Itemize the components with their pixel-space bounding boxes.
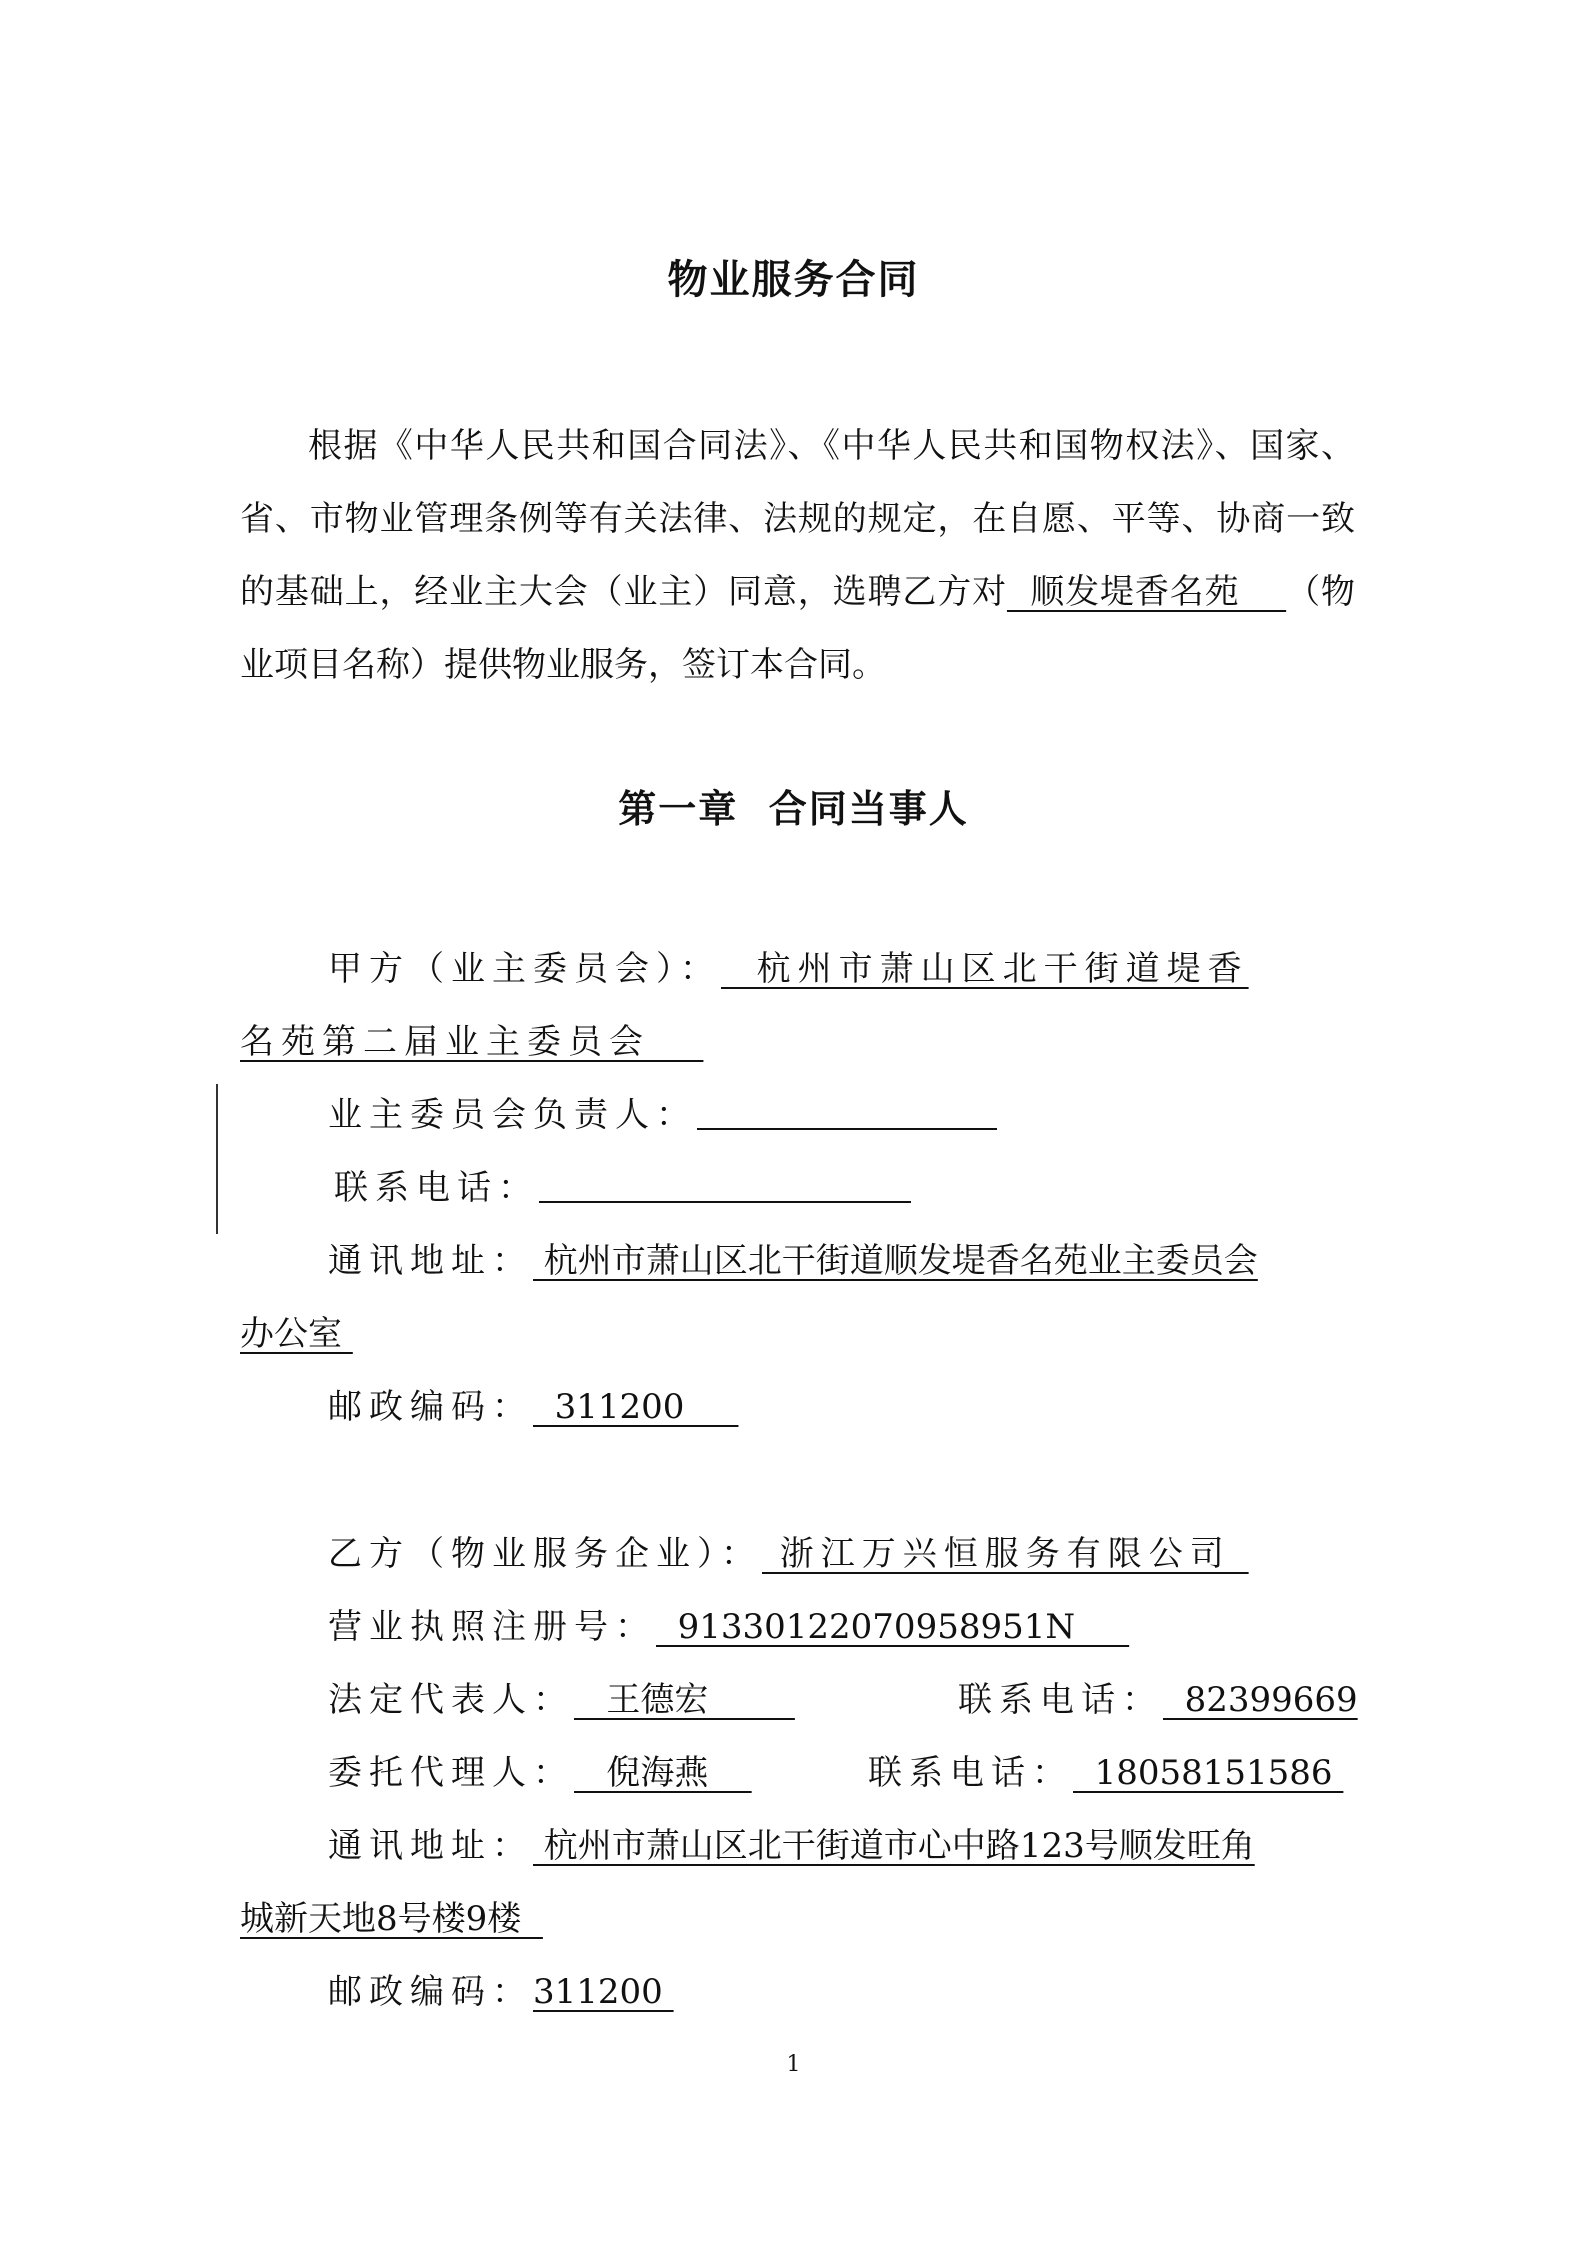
- party-b-license-label: 营业执照注册号：: [328, 1607, 656, 1647]
- party-b-address-label: 通讯地址：: [328, 1826, 533, 1866]
- party-a-leader-label: 业主委员会负责人：: [328, 1095, 697, 1135]
- party-a-leader-blank: [697, 1094, 997, 1130]
- party-a-address-1: 杭州市萧山区北干街道顺发堤香名苑业主委员会: [533, 1241, 1258, 1281]
- party-b-postcode-line: [328, 1964, 674, 2013]
- party-a-line: [328, 941, 1249, 990]
- party-b-label: 乙方（物业服务企业）：: [328, 1534, 762, 1574]
- party-b-address-line: [328, 1818, 1255, 1867]
- document-title: 物业服务合同: [667, 257, 920, 303]
- party-a-address-line: [328, 1233, 1258, 1282]
- party-a-phone-blank: [539, 1167, 911, 1203]
- party-b-postcode-label: 邮政编码：: [328, 1972, 533, 2012]
- party-b-legal-rep-line: [328, 1672, 795, 1721]
- party-b-address-1: 杭州市萧山区北干街道市心中路123号顺发旺角: [533, 1826, 1255, 1866]
- party-a-address-label: 通讯地址：: [328, 1241, 533, 1281]
- party-a-name-2: 名苑第二届业主委员会: [240, 1022, 704, 1062]
- party-a-line-2: [240, 1014, 703, 1063]
- party-a-phone-label: 联系电话：: [334, 1168, 539, 1208]
- party-b-agent-phone-line: [868, 1745, 1343, 1794]
- party-a-postcode: 311200: [533, 1387, 739, 1427]
- party-b-license: 91330122070958951N: [656, 1607, 1130, 1647]
- party-b-legal-phone-line: [958, 1672, 1358, 1721]
- party-b-name: 浙江万兴恒服务有限公司: [762, 1534, 1249, 1574]
- chapter-title: 第一章 合同当事人: [618, 787, 969, 831]
- party-a-name-1: 杭州市萧山区北干街道堤香: [721, 949, 1249, 989]
- intro-paragraph: [240, 410, 1355, 702]
- party-b-agent-phone: 18058151586: [1073, 1753, 1344, 1793]
- project-name: 顺发堤香名苑: [1006, 572, 1287, 612]
- party-b-agent-line: [328, 1745, 752, 1794]
- party-a-address-2: 办公室: [240, 1314, 353, 1354]
- margin-bar: [216, 1084, 218, 1234]
- intro-text: 根据《中华人民共和国合同法》、《中华人民共和国物权法》、国家、省、市物业管理条例等有关法律、法规的规定，在自愿、平等、协商一致的基础上，经业主大会（业主）同意，选聘乙方对: [240, 426, 1355, 612]
- party-b-line: [328, 1526, 1249, 1575]
- party-b-address-2: 城新天地8号楼9楼: [240, 1899, 543, 1939]
- intro-text-end: （物业项目名称）提供物业服务，签订本合同。: [240, 572, 1356, 685]
- party-b-license-line: [328, 1599, 1129, 1648]
- party-b-agent-phone-label: 联系电话：: [868, 1753, 1073, 1793]
- party-a-label: 甲方（业主委员会）：: [328, 949, 721, 989]
- party-a-phone-line: [334, 1160, 911, 1209]
- party-b-legal-phone: 82399669: [1163, 1680, 1358, 1720]
- party-b-legal-phone-label: 联系电话：: [958, 1680, 1163, 1720]
- party-b-agent-label: 委托代理人：: [328, 1753, 574, 1793]
- party-b-agent: 倪海燕: [574, 1753, 752, 1793]
- party-a-address-line-2: [240, 1306, 353, 1355]
- party-a-leader-line: [328, 1087, 997, 1136]
- party-b-postcode: 311200: [533, 1972, 674, 2012]
- party-a-postcode-line: [328, 1379, 738, 1428]
- party-b-address-line-2: [240, 1891, 543, 1940]
- page-number: 1: [786, 2052, 801, 2077]
- party-a-postcode-label: 邮政编码：: [328, 1387, 533, 1427]
- party-b-legal-rep: 王德宏: [574, 1680, 795, 1720]
- party-b-legal-rep-label: 法定代表人：: [328, 1680, 574, 1720]
